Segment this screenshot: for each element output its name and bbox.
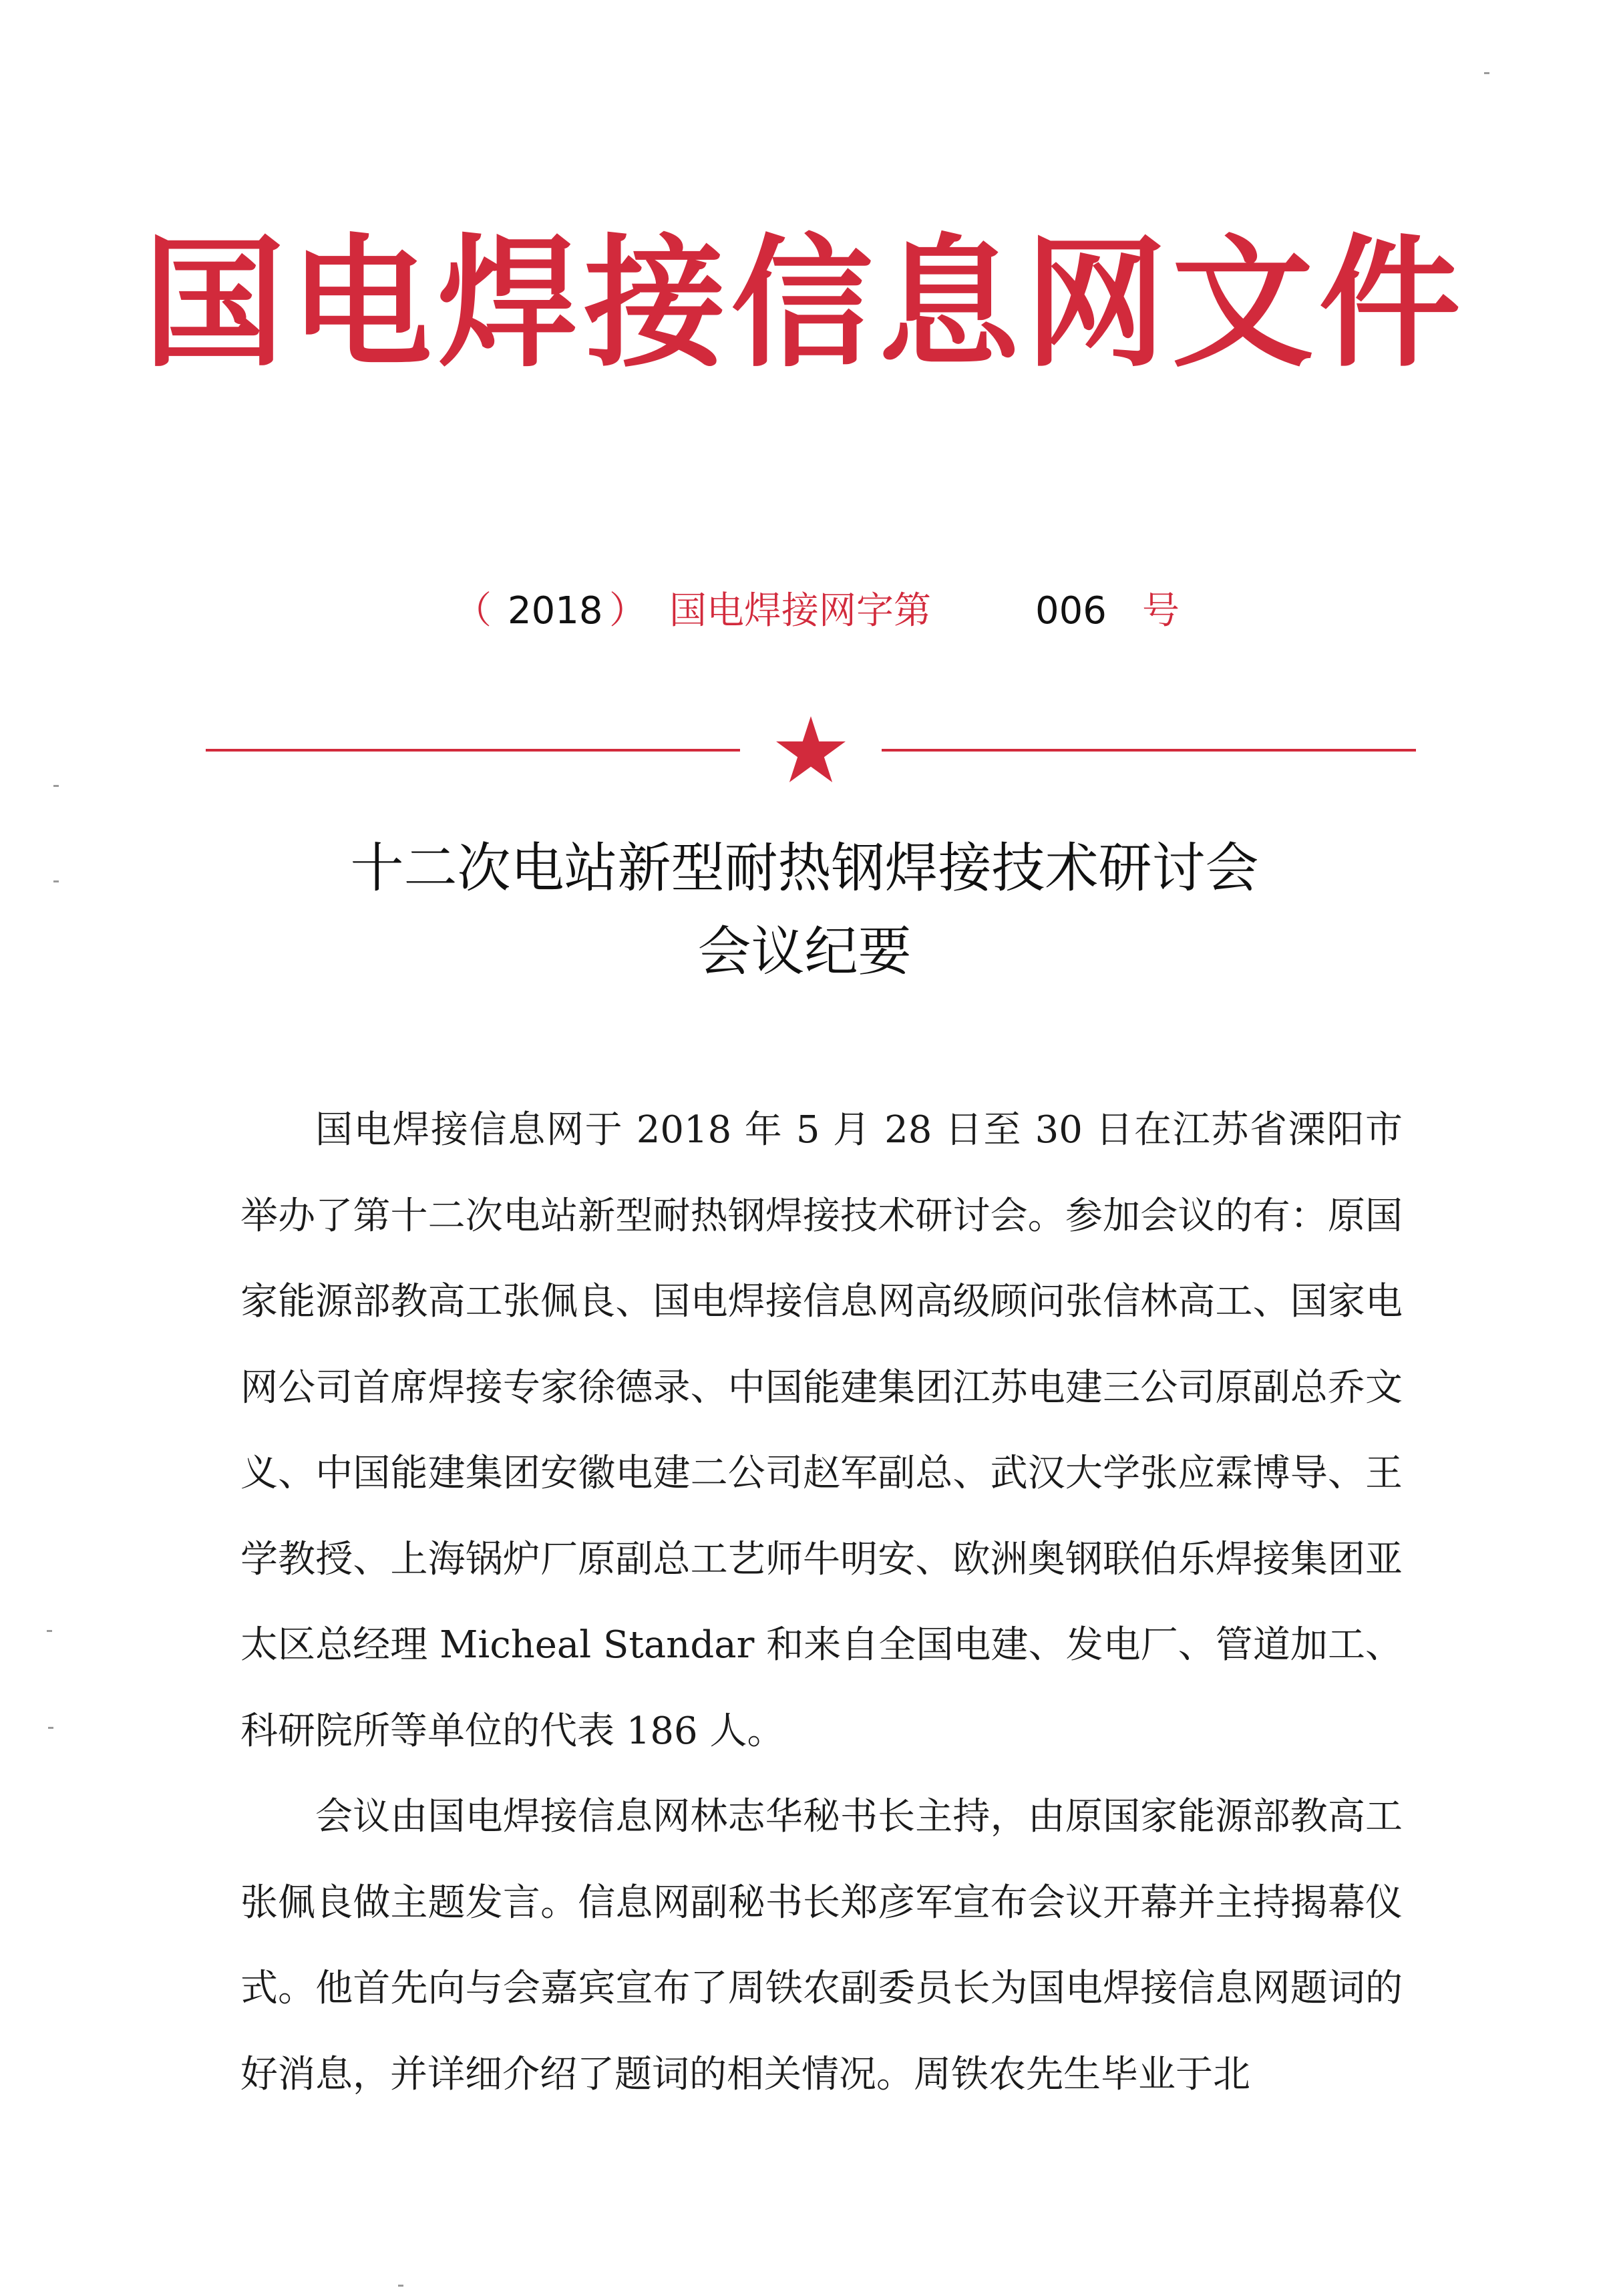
document-subtitle: 会议纪要 — [697, 921, 912, 983]
divider-line-right — [882, 749, 1416, 752]
scan-mark — [1484, 72, 1489, 74]
doc-number-year: 2018 — [508, 589, 603, 633]
document-masthead: 国电焊接信息网文件 — [143, 221, 1466, 386]
document-body — [240, 1088, 1403, 2118]
body-paragraph: 国电焊接信息网于 2018 年 5 月 28 日至 30 日在江苏省溧阳市举办了第十二次电站新型耐热钢焊接技术研讨会。参加会议的有：原国家能源部教高工张佩良、国电焊接信息网高级顾问张信林高工、国家电网公司首席焊接专家徐德录、中国能建集团江苏电建三公司原副总乔文义、中国能建集团安徽电建二公司赵军副总、武汉大学张应霖博导、王学教授、上海锅炉厂原副总工艺师牛明安、欧洲奥钢联伯乐焊接集团亚太区总经理 Micheal Standar 和来自全国电建、发电厂、管道加工、科研院所等单位的代表 186 人。 — [240, 1108, 1403, 1753]
scan-mark — [398, 2285, 403, 2287]
document-number-line — [454, 581, 1222, 641]
doc-number-close-paren: ） — [609, 589, 647, 633]
scan-mark — [48, 1727, 53, 1729]
doc-number-prefix: 国电焊接网字第 — [669, 589, 931, 633]
document-title: 十二次电站新型耐热钢焊接技术研讨会 — [350, 837, 1259, 899]
doc-number-suffix: 号 — [1142, 589, 1180, 633]
divider-line-left — [206, 749, 740, 752]
doc-number-value: 006 — [1035, 589, 1107, 633]
scan-mark — [53, 785, 59, 787]
body-paragraph: 会议由国电焊接信息网林志华秘书长主持，由原国家能源部教高工张佩良做主题发言。信息网副秘书长郑彦军宣布会议开幕并主持揭幕仪式。他首先向与会嘉宾宣布了周铁农副委员长为国电焊接信息网题词的好消息，并详细介绍了题词的相关情况。周铁农先生毕业于北 — [240, 1795, 1403, 2096]
scan-mark — [47, 1630, 52, 1632]
scan-mark — [53, 880, 59, 882]
doc-number-open-paren: （ — [454, 589, 492, 633]
star-icon — [776, 716, 846, 783]
